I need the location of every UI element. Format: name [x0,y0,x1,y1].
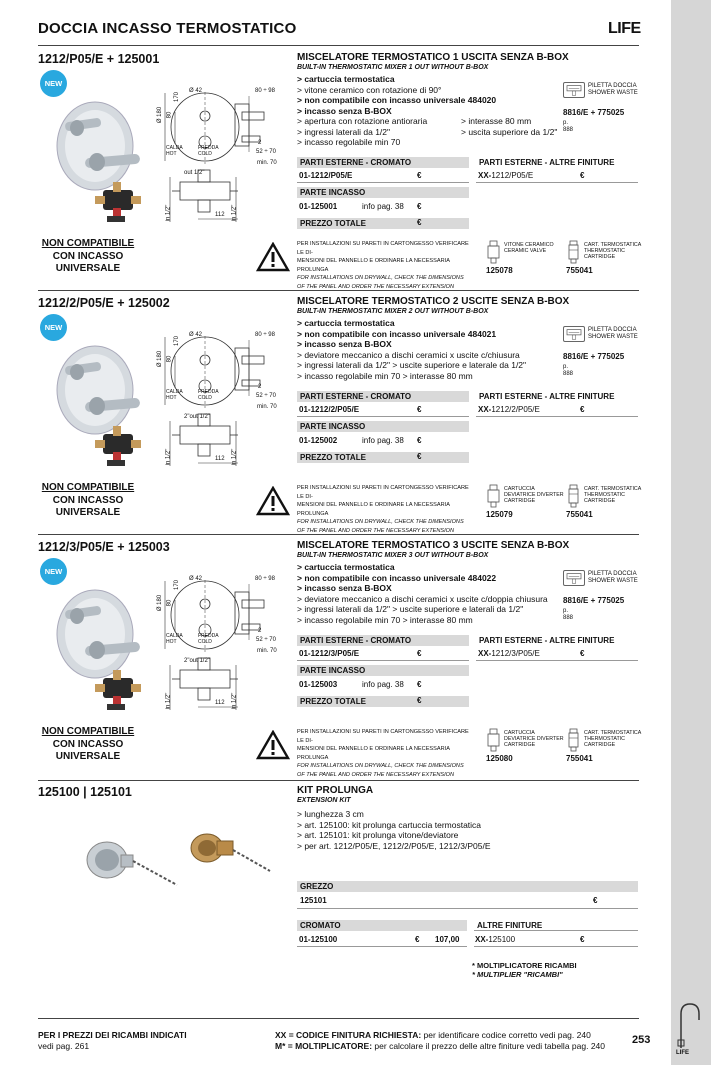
feature-line: > incasso senza B-BOX [297,105,392,116]
alt-code: 1212/P05/E [491,171,534,180]
footer-center [275,1030,605,1052]
warning-icon [256,730,290,760]
shower-waste-page: p. 888 [563,120,574,133]
kit-features [297,809,491,851]
footer-left-title: PER I PREZZI DEI RICAMBI INDICATI [38,1030,187,1040]
feature-line: > incasso regolabile min 70 > interasse 80 mm [297,614,473,625]
euro: € [417,218,422,227]
page-title: DOCCIA INCASSO TERMOSTATICO [38,20,297,37]
cartridge-icon [486,728,501,752]
ext-code: 01-1212/P05/E [299,171,353,180]
divider [38,290,639,291]
euro: € [580,935,585,944]
euro: € [415,935,420,944]
product-section [0,540,671,776]
dim-label: 170 [174,91,181,103]
sidebar-strip [671,0,711,1065]
spare-part-code: 125079 [486,510,513,519]
feature-list-right [461,116,557,137]
row-line [297,660,469,661]
noncompat-line: UNIVERSALE [55,507,121,518]
kit-subtitle: EXTENSION KIT [297,797,351,804]
noncompat-line: NON COMPATIBILE [41,482,135,493]
spare-part-label: CART. TERMOSTATICA THERMOSTATIC CARTRIDGE [584,730,641,748]
warning-line: PER INSTALLAZIONI SU PARETI IN CARTONGESSO VERIFICARE LE DI- [297,729,469,744]
kit-title: KIT PROLUNGA [297,785,374,796]
dim-label: 112 [215,212,225,218]
mixer-photo [55,342,150,472]
drywall-warning [297,484,477,535]
noncompat-line: CON INCASSO [52,738,124,750]
alt-prefix: XX- [475,935,489,944]
feature-line: > ingressi laterali da 1/2" > uscite superiore e laterale da 1/2" [297,360,527,370]
info-ref: info pag. 38 [362,202,404,211]
kit-section [0,785,671,985]
built-in-code: 01-125001 [299,202,338,211]
product-title: MISCELATORE TERMOSTATICO 3 USCITE SENZA B-BOX [297,540,570,551]
dim-label: Ø 42 [189,576,203,582]
feature-line: > ingressi laterali da 1/2" > uscite superiore e laterali da 1/2" [297,604,524,614]
dim-label: CALDA HOT [166,389,183,401]
dim-label: 2"out 1/2" [184,414,210,420]
euro: € [417,436,422,445]
info-ref: info pag. 38 [362,436,404,445]
dim-label: 170 [174,579,181,591]
noncompat-line: CON INCASSO [52,250,124,262]
footer-m-label: M* = MOLTIPLICATORE: [275,1041,373,1051]
euro: € [593,896,598,905]
dim-label: 2 [258,140,262,146]
dim-label: 112 [215,700,225,706]
noncompat-line: UNIVERSALE [55,751,121,762]
shower-waste-code: 8816/E + 775025 [563,596,625,605]
alt-code: 1212/2/P05/E [491,405,540,414]
built-in-code: 01-125003 [299,680,338,689]
shower-waste-label: PILETTA DOCCIA SHOWER WASTE [588,327,638,340]
ext-chrome-bar: PARTI ESTERNE - CROMATO [297,391,469,402]
feature-line: > non compatibile con incasso universale 484021 [297,328,497,339]
kit-photo-valve [185,823,275,883]
footer-xx-label: XX = CODICE FINITURA RICHIESTA: [275,1030,422,1040]
footer-left-ref: vedi pag. 261 [38,1041,90,1051]
dim-label: 80 [166,111,173,119]
dim-label: Ø 180 [157,350,164,368]
feature-line: > deviatore meccanico a dischi ceramici x uscite c/doppia chiusura [297,593,548,604]
spare-part-label: CART. TERMOSTATICA THERMOSTATIC CARTRIDGE [584,486,641,504]
spare-part-label: CART. TERMOSTATICA THERMOSTATIC CARTRIDGE [584,242,641,260]
warning-line: FOR INSTALLATIONS ON DRYWALL, CHECK THE DIMENSIONS [297,275,464,281]
warning-line: OF THE PANEL AND ORDER THE NECESSARY EXTENSION [297,771,455,778]
dim-label: 80 ÷ 98 [255,576,275,582]
dim-label: 52 ÷ 70 [256,637,276,643]
row-line [297,908,638,909]
spare-part-code: 755041 [566,266,593,275]
shower-waste-icon [563,82,585,98]
alt-prefix: XX- [478,649,492,658]
kit-feature: > lunghezza 3 cm [297,809,364,819]
row-line [476,416,638,417]
euro: € [417,171,422,180]
thermostatic-cartridge-icon [566,484,581,508]
row-line [297,182,469,183]
spare-part-code: 125078 [486,266,513,275]
noncompat-line: NON COMPATIBILE [41,238,135,249]
euro: € [417,649,422,658]
dim-label: FREDDA COLD [198,389,219,401]
shower-waste-page: p. 888 [563,608,574,621]
drywall-warning [297,728,477,779]
dim-label: 2"out 1/2" [184,658,210,664]
product-title: MISCELATORE TERMOSTATICO 1 USCITA SENZA B-BOX [297,52,569,63]
drywall-warning [297,240,477,291]
euro: € [417,405,422,414]
alt-code: 125100 [488,935,516,944]
divider [38,45,639,46]
ext-alt-bar: PARTI ESTERNE - ALTRE FINITURE [476,635,638,646]
sidebar-brand: LIFE [676,1050,689,1056]
ext-chrome-bar: PARTI ESTERNE - CROMATO [297,157,469,168]
kit-photo-thermostatic [85,815,185,890]
spare-part-code: 125080 [486,754,513,763]
multiplier-note [472,961,577,979]
page-number: 253 [632,1034,651,1046]
euro: € [580,649,585,658]
ext-code: 01-1212/3/P05/E [299,649,360,658]
grezzo-code: 125101 [300,896,327,905]
row-line [297,946,467,947]
euro: € [417,202,422,211]
noncompat-line: NON COMPATIBILE [41,726,135,737]
spare-part-label: CARTUCCIA DEVIATRICE DIVERTER CARTRIDGE [504,730,564,748]
feature-line: > deviatore meccanico a dischi ceramici x uscite c/chiusura [297,349,520,360]
euro: € [580,405,585,414]
euro: € [417,696,422,705]
noncompat-line: CON INCASSO [52,494,124,506]
feature-line: > cartuccia termostatica [297,318,395,328]
new-badge: NEW [40,558,67,585]
brand-label: LIFE [608,20,641,37]
shower-waste-page: p. 888 [563,364,574,377]
noncompat-note [38,238,138,276]
cartridge-icon [486,484,501,508]
cromato-price: 107,00 [435,935,460,944]
ext-alt-bar: PARTI ESTERNE - ALTRE FINITURE [476,157,638,168]
dim-label: 80 ÷ 98 [255,88,275,94]
row-line [476,182,638,183]
feature-line: > incasso senza B-BOX [297,583,392,593]
dim-label: 2 [258,628,262,634]
product-subtitle: BUILT-IN THERMOSTATIC MIXER 3 OUT WITHOUT B-BOX [297,552,489,559]
warning-line: OF THE PANEL AND ORDER THE NECESSARY EXTENSION [297,283,455,290]
dim-label: in 1/2" [165,204,172,222]
kit-feature: > art. 125100: kit prolunga cartuccia termostatica [297,819,482,830]
ext-alt-bar: PARTI ESTERNE - ALTRE FINITURE [476,391,638,402]
dim-label: 80 ÷ 98 [255,332,275,338]
row-line [474,946,638,947]
feature-line: > incasso regolabile min 70 [297,137,401,147]
warning-icon [256,486,290,516]
shower-waste-code: 8816/E + 775025 [563,108,625,117]
dim-label: in 1/2" [231,692,238,710]
footer-left [38,1030,187,1052]
cromato-bar: CROMATO [297,920,467,931]
spare-part-label: VITONE CERAMICO CERAMIC VALVE [504,242,554,254]
built-in-bar: PARTE INCASSO [297,187,469,198]
dim-label: 2 [258,384,262,390]
dim-label: Ø 180 [157,594,164,612]
new-badge: NEW [40,70,67,97]
dim-label: 80 [166,355,173,363]
built-in-code: 01-125002 [299,436,338,445]
shower-waste-code: 8816/E + 775025 [563,352,625,361]
warning-line: FOR INSTALLATIONS ON DRYWALL, CHECK THE DIMENSIONS [297,763,464,769]
product-section [0,52,671,288]
euro: € [580,171,585,180]
dim-label: 80 [166,599,173,607]
dim-label: 170 [174,335,181,347]
product-section [0,296,671,532]
alt-code: 1212/3/P05/E [491,649,540,658]
dim-label: in 1/2" [231,204,238,222]
euro: € [417,452,422,461]
built-in-bar: PARTE INCASSO [297,665,469,676]
new-badge: NEW [40,314,67,341]
row-line [297,416,469,417]
feature-line: > non compatibile con incasso universale 484022 [297,572,497,583]
feature-line: > uscita superiore da 1/2" [461,126,558,137]
dim-label: FREDDA COLD [198,145,219,157]
feature-line: > cartuccia termostatica [297,74,395,84]
grezzo-bar: GREZZO [297,881,638,892]
dim-label: min. 70 [257,404,277,410]
product-code-title: 1212/P05/E + 125001 [38,52,160,66]
divider [38,534,639,535]
euro: € [417,680,422,689]
dim-label: Ø 42 [189,88,203,94]
shower-waste-icon [563,326,585,342]
product-code-title: 1212/3/P05/E + 125003 [38,540,170,554]
alt-prefix: XX- [478,171,492,180]
warning-icon [256,242,290,272]
mixer-photo [55,98,150,228]
spare-part-label: CARTUCCIA DEVIATRICE DIVERTER CARTRIDGE [504,486,564,504]
spare-part-code: 755041 [566,754,593,763]
dim-label: in 1/2" [165,448,172,466]
feature-line: > vitone ceramico con rotazione di 90° [297,84,442,95]
feature-line: > non compatibile con incasso universale 484020 [297,95,497,105]
dim-label: Ø 42 [189,332,203,338]
feature-line: > incasso senza B-BOX [297,339,392,349]
noncompat-note [38,482,138,520]
dim-label: FREDDA COLD [198,633,219,645]
built-in-bar: PARTE INCASSO [297,421,469,432]
thermostatic-cartridge-icon [566,728,581,752]
total-bar: PREZZO TOTALE [297,452,469,463]
divider [38,1018,639,1019]
product-code-title: 1212/2/P05/E + 125002 [38,296,170,310]
total-bar: PREZZO TOTALE [297,696,469,707]
shower-waste-label: PILETTA DOCCIA SHOWER WASTE [588,83,638,96]
feature-line: > cartuccia termostatica [297,562,395,572]
cartridge-icon [486,240,501,264]
kit-code-title: 125100 | 125101 [38,785,132,799]
feature-line: > apertura con rotazione antioraria [297,116,428,126]
spare-part-code: 755041 [566,510,593,519]
ext-chrome-bar: PARTI ESTERNE - CROMATO [297,635,469,646]
warning-line: PER INSTALLAZIONI SU PARETI IN CARTONGESSO VERIFICARE LE DI- [297,241,469,256]
noncompat-note [38,726,138,764]
mixer-photo [55,586,150,716]
dim-label: in 1/2" [165,692,172,710]
warning-line: OF THE PANEL AND ORDER THE NECESSARY EXTENSION [297,527,455,534]
dim-label: 112 [215,456,225,462]
alt-prefix: XX- [478,405,492,414]
dim-label: CALDA HOT [166,633,183,645]
kit-feature: > per art. 1212/P05/E, 1212/2/P05/E, 1212/3/P05/E [297,840,491,851]
shower-waste-label: PILETTA DOCCIA SHOWER WASTE [588,571,638,584]
footer-m-text: per calcolare il prezzo delle altre finiture vedi tabella pag. 240 [374,1041,606,1051]
ext-code: 01-1212/2/P05/E [299,405,360,414]
feature-list [297,318,526,381]
warning-line: FOR INSTALLATIONS ON DRYWALL, CHECK THE DIMENSIONS [297,519,464,525]
multiplier-it: * MOLTIPLICATORE RICAMBI [472,961,577,970]
alt-bar: ALTRE FINITURE [474,920,638,931]
warning-line: MENSIONI DEL PANNELLO E ORDINARE LA NECESSARIA PROLUNGA [297,746,450,761]
dim-label: 52 ÷ 70 [256,149,276,155]
product-subtitle: BUILT-IN THERMOSTATIC MIXER 1 OUT WITHOUT B-BOX [297,64,489,71]
shower-waste-icon [563,570,585,586]
dim-label: out 1/2" [184,170,205,176]
kit-feature: > art. 125101: kit prolunga vitone/deviatore [297,830,459,840]
dim-label: in 1/2" [231,448,238,466]
info-ref: info pag. 38 [362,680,404,689]
total-bar: PREZZO TOTALE [297,218,469,229]
dim-label: min. 70 [257,160,277,166]
product-subtitle: BUILT-IN THERMOSTATIC MIXER 2 OUT WITHOUT B-BOX [297,308,489,315]
feature-line: > interasse 80 mm [461,116,532,126]
divider [38,780,639,781]
warning-line: MENSIONI DEL PANNELLO E ORDINARE LA NECESSARIA PROLUNGA [297,502,450,517]
warning-line: PER INSTALLAZIONI SU PARETI IN CARTONGESSO VERIFICARE LE DI- [297,485,469,500]
multiplier-en: * MULTIPLIER "RICAMBI" [472,970,563,979]
feature-list [297,562,548,625]
dim-label: CALDA HOT [166,145,183,157]
thermostatic-cartridge-icon [566,240,581,264]
product-title: MISCELATORE TERMOSTATICO 2 USCITE SENZA B-BOX [297,296,570,307]
feature-line: > incasso regolabile min 70 > interasse 80 mm [297,370,473,381]
dim-label: Ø 180 [157,106,164,124]
footer-xx-text: per identificare codice corretto vedi pag. 240 [423,1030,591,1040]
row-line [476,660,638,661]
dim-label: 52 ÷ 70 [256,393,276,399]
warning-line: MENSIONI DEL PANNELLO E ORDINARE LA NECESSARIA PROLUNGA [297,258,450,273]
cromato-code: 01-125100 [299,935,338,944]
dim-label: min. 70 [257,648,277,654]
feature-line: > ingressi laterali da 1/2" [297,126,391,137]
noncompat-line: UNIVERSALE [55,263,121,274]
